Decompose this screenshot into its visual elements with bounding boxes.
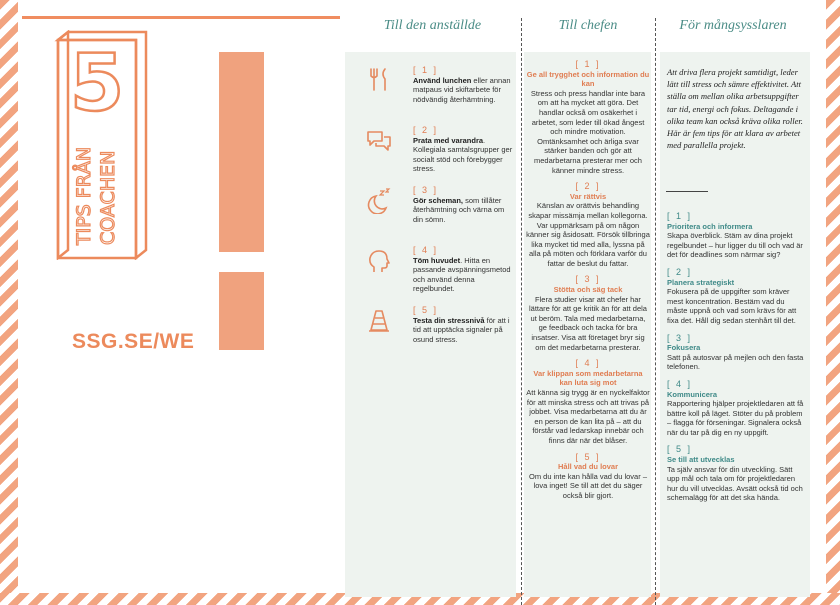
tip-number: [ 3 ] <box>667 332 693 343</box>
boss-tips <box>526 60 650 501</box>
tip-title: Fokusera <box>667 343 701 353</box>
tip-number: [ 3 ] <box>413 185 439 195</box>
boss-tip <box>526 359 650 445</box>
tip-number: [ 4 ] <box>575 358 601 369</box>
tip-text: Att känna sig trygg är en nyckelfaktor för att minska stress och att trivas på jobbet. Visa medarbetarna att du är en person de kan lita på – att du förstår vad ledarskap innebär och finns där när det blåser. <box>526 388 650 445</box>
boss-tip <box>526 60 650 175</box>
tip-text: Stress och press handlar inte bara om att ha mycket att göra. Det handlar också om osäkerhet i arbetet, som leder till ökad ångest och mindre motivation. Omtänksamhet och ärliga svar stärker banden och gör att medarbetarna presterar mer och känner mindre stress. <box>530 88 646 175</box>
tip-number: [ 4 ] <box>413 245 439 255</box>
employee-tip <box>413 186 513 224</box>
tip-title: Testa din stressnivå <box>413 315 485 325</box>
tip-text: Rapportering hjälper projektledaren att få bättre koll på läget. Stöter du på problem – flagga för förseningar. Signalera också när du tar på dig en ny uppgift. <box>667 399 804 437</box>
tip-title: Ge all trygghet och information du kan <box>526 69 650 89</box>
column-divider <box>521 18 522 605</box>
tip-title: Töm huvudet <box>413 255 461 265</box>
five-tips-logo <box>52 30 152 260</box>
multi-column-heading: För mångsysslaren <box>679 18 787 33</box>
tip-number: [ 2 ] <box>413 125 439 135</box>
tip-number: [ 4 ] <box>667 378 693 389</box>
multi-intro: Att driva flera projekt samtidigt, leder lätt till stress och sämre effektivitet. Att ställa om mellan olika arbetsuppgifter tar tid, energi och fokus. Deltagande i olika team kan också kräva olika roller. Här är fem tips för att klara av arbetet med parallella projekt. <box>667 67 803 151</box>
tip-title: Gör scheman, <box>413 195 464 205</box>
tip-title: Prata med varandra <box>413 135 484 145</box>
logo-line2: COACHEN <box>97 150 119 245</box>
left-stripe-border <box>0 0 18 605</box>
tip-text: eller annan matpaus vid skiftarbete för nödvändig återhämtning. <box>413 75 511 104</box>
head-profile-icon <box>366 248 392 274</box>
multi-tip <box>667 212 807 260</box>
tip-number: [ 1 ] <box>667 211 693 221</box>
tip-text: Ta själv ansvar för din utveckling. Sätt upp mål och tala om för projektledaren hur du vill utvecklas. Avsätt också tid och schemalägg för att det ska hända. <box>667 464 803 503</box>
fork-knife-icon <box>366 66 392 92</box>
multi-tip <box>667 445 807 503</box>
tip-title: Planera strategiskt <box>667 277 735 287</box>
tip-title: Prioritera och informera <box>667 221 753 231</box>
tip-number: [ 3 ] <box>575 274 601 285</box>
employee-tip <box>413 246 513 294</box>
tip-text: Flera studier visar att chefer har lättare för att ge kritik än för att dela ut beröm. Tala med medarbetarna, ge feedback och tacka för bra insatser. Visa att företaget bryr sig om det medarbetarna presterar. <box>529 294 647 352</box>
tip-number: [ 2 ] <box>667 266 693 277</box>
employee-tip <box>413 126 513 174</box>
tip-number: [ 1 ] <box>575 59 601 69</box>
tip-text: Om du inte kan hålla vad du lovar – lova inget! Se till att det du säger också blir gjort. <box>529 471 647 500</box>
logo-number: 5 <box>69 39 125 129</box>
exclamation-dot <box>219 272 264 350</box>
boss-tip <box>526 453 650 501</box>
tip-number: [ 5 ] <box>413 305 439 315</box>
multi-tips <box>667 212 807 503</box>
tip-title: Håll vad du lovar <box>557 462 619 472</box>
boss-tip <box>526 275 650 352</box>
employee-column-heading: Till den anställde <box>383 18 482 33</box>
tip-number: [ 2 ] <box>575 181 601 192</box>
tip-text: Fokusera på de uppgifter som kräver mest koncentration. Bestäm vad du måste uppnå och vad som krävs för att fixa det. Håll dig sedan stenhårt till det. <box>667 287 797 325</box>
traffic-cone-icon <box>366 308 392 334</box>
boss-column-heading: Till chefen <box>558 18 618 33</box>
moon-sleep-icon <box>366 188 392 214</box>
logo-line1: TIPS FRÅN <box>73 146 95 245</box>
tip-text: Skapa överblick. Stäm av dina projekt regelbundet – hur ligger du till och vad är det för deadlines som närmar sig? <box>667 231 803 260</box>
tip-title: Kommunicera <box>667 389 718 399</box>
multi-tip <box>667 268 807 326</box>
boss-tip <box>526 182 650 268</box>
tip-number: [ 1 ] <box>413 65 439 75</box>
tip-title: Stötta och säg tack <box>553 285 623 295</box>
tip-text: . Kollegiala samtalsgrupper ger socialt stöd och förebygger stress. <box>413 135 513 174</box>
right-stripe-border <box>826 0 840 605</box>
tip-text: som tillåter återhämtning och värna om din sömn. <box>413 195 505 224</box>
tip-title: Se till att utvecklas <box>667 455 735 465</box>
multi-tip <box>667 334 807 372</box>
top-rule <box>22 16 340 19</box>
tip-text: Satt på autosvar på mejlen och den fasta telefonen. <box>667 352 804 372</box>
tip-number: [ 5 ] <box>575 451 601 462</box>
tip-number: [ 5 ] <box>667 444 693 455</box>
tip-text: för att i tid att upptäcka signaler på osund stress. <box>413 315 510 344</box>
tip-title: Var klippan som medarbetarna kan luta sig mot <box>533 368 643 388</box>
employee-tip <box>413 306 513 344</box>
employee-tip <box>413 66 513 104</box>
speech-bubbles-icon <box>366 128 392 154</box>
exclamation-bar <box>219 52 264 252</box>
tip-title: Använd lunchen <box>413 75 472 85</box>
column-divider <box>655 18 656 605</box>
multi-tip <box>667 380 807 438</box>
tip-text: Känslan av orättvis behandling skapar missämja mellan kollegorna. Var uppmärksam på om någon känner sig åsidosatt. Försök tillbringa lika mycket tid med alla, lyssna på alla på möten och förklara varför du fattar de beslut du fattar. <box>526 201 650 268</box>
site-link[interactable]: SSG.SE/WE <box>72 330 195 353</box>
tip-text: . Hitta en passande avspänningsmetod och använd denna regelbundet. <box>413 255 511 294</box>
tip-title: Var rättvis <box>569 191 607 201</box>
intro-divider <box>666 191 708 192</box>
